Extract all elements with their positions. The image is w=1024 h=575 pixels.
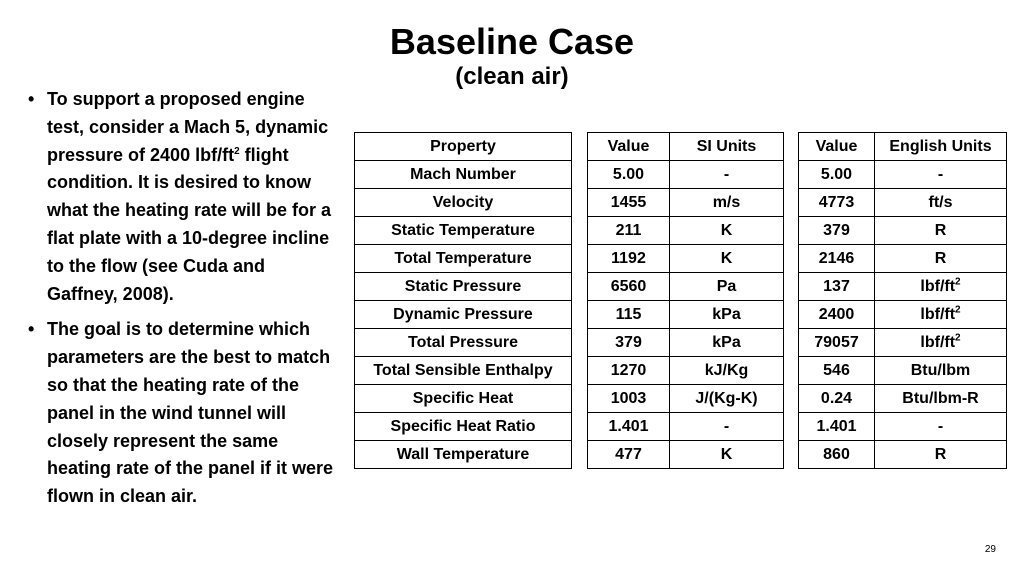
value-cell: 5.00 (799, 161, 875, 189)
unit-cell (670, 441, 784, 469)
table-row (799, 245, 1007, 273)
unit-text: - (937, 417, 944, 435)
value-cell: 1270 (588, 357, 670, 385)
table-header-row (588, 133, 784, 161)
table-row (799, 301, 1007, 329)
value-cell: 0.24 (799, 385, 875, 413)
property-cell: Specific Heat (355, 385, 572, 413)
value-cell: 1003 (588, 385, 670, 413)
value-cell: 1.401 (799, 413, 875, 441)
unit-text: K (720, 445, 733, 463)
slide-title: Baseline Case (389, 21, 635, 62)
unit-text: R (934, 445, 947, 463)
unit-cell (670, 413, 784, 441)
page-number: 29 (984, 544, 996, 555)
table-row (799, 357, 1007, 385)
table-row (799, 161, 1007, 189)
table-row (355, 357, 572, 385)
superscript: 2 (234, 145, 240, 157)
value-cell: 2400 (799, 301, 875, 329)
unit-cell (670, 357, 784, 385)
column-header: Value (588, 133, 670, 161)
value-cell: 115 (588, 301, 670, 329)
unit-text: lbf/ft (920, 277, 956, 295)
table-row (355, 217, 572, 245)
unit-cell (875, 385, 1007, 413)
table-row (355, 441, 572, 469)
unit-text: R (934, 221, 947, 239)
table-row (588, 189, 784, 217)
table-row (588, 385, 784, 413)
property-table (354, 132, 572, 469)
unit-cell (875, 273, 1007, 301)
value-cell: 211 (588, 217, 670, 245)
unit-text: m/s (712, 193, 741, 211)
table-row (355, 189, 572, 217)
slide-subtitle: (clean air) (455, 63, 569, 90)
table-row (355, 301, 572, 329)
superscript: 2 (955, 276, 961, 288)
superscript: 2 (955, 332, 961, 344)
column-header: Property (355, 133, 572, 161)
bullet-item (28, 316, 338, 511)
bullet-item (28, 86, 338, 308)
table-row (799, 329, 1007, 357)
si-units-table (587, 132, 784, 469)
unit-cell (670, 385, 784, 413)
property-cell: Total Pressure (355, 329, 572, 357)
table-row (588, 217, 784, 245)
property-cell: Wall Temperature (355, 441, 572, 469)
value-cell: 2146 (799, 245, 875, 273)
unit-text: K (720, 249, 733, 267)
value-cell: 79057 (799, 329, 875, 357)
unit-text: kPa (712, 305, 741, 323)
unit-text: - (723, 417, 730, 435)
property-cell: Specific Heat Ratio (355, 413, 572, 441)
table-row (588, 301, 784, 329)
table-row (799, 217, 1007, 245)
value-cell: 860 (799, 441, 875, 469)
bullet-marker: • (28, 319, 35, 340)
property-cell: Total Sensible Enthalpy (355, 357, 572, 385)
table-row (799, 273, 1007, 301)
unit-text: ft/s (928, 193, 953, 211)
property-cell: Mach Number (355, 161, 572, 189)
table-row (588, 441, 784, 469)
unit-text: K (720, 221, 733, 239)
bullet-text: The goal is to determine which parameters are the best to match so that the heating rate of the panel in the wind tunnel will closely represent the same heating rate of the panel if it were flown in clean air. (47, 319, 334, 507)
table-row (355, 329, 572, 357)
column-header: Value (799, 133, 875, 161)
value-cell: 1.401 (588, 413, 670, 441)
property-cell: Velocity (355, 189, 572, 217)
table-row (355, 413, 572, 441)
value-cell: 1455 (588, 189, 670, 217)
unit-cell (670, 189, 784, 217)
superscript: 2 (955, 304, 961, 316)
value-cell: 1192 (588, 245, 670, 273)
column-header: English Units (875, 133, 1007, 161)
table-row (355, 245, 572, 273)
unit-cell (670, 161, 784, 189)
value-cell: 379 (588, 329, 670, 357)
bullet-text: To support a proposed engine test, consider a Mach 5, dynamic pressure of 2400 lbf/$ft^2$ flight condition. It is desired to know what the heating rate will be for a flat plate with a 10-degree incline to the flow (see Cuda and Gaffney, 2008). (47, 89, 332, 304)
unit-cell (875, 245, 1007, 273)
table-row (588, 329, 784, 357)
unit-text: Pa (716, 277, 737, 295)
unit-cell (875, 413, 1007, 441)
table-row (588, 413, 784, 441)
value-cell: 4773 (799, 189, 875, 217)
table-row (588, 357, 784, 385)
unit-text: J/(Kg-K) (695, 389, 758, 407)
value-cell: 477 (588, 441, 670, 469)
table-header-row (799, 133, 1007, 161)
table-row (799, 441, 1007, 469)
unit-text: kJ/Kg (704, 361, 749, 379)
unit-cell (670, 245, 784, 273)
property-cell: Static Temperature (355, 217, 572, 245)
column-header: SI Units (670, 133, 784, 161)
table-row (799, 413, 1007, 441)
table-row (588, 273, 784, 301)
table-header-row (355, 133, 572, 161)
unit-cell (875, 217, 1007, 245)
value-cell: 546 (799, 357, 875, 385)
unit-cell (670, 273, 784, 301)
property-cell: Static Pressure (355, 273, 572, 301)
unit-cell (875, 441, 1007, 469)
unit-cell (875, 301, 1007, 329)
bullet-marker: • (28, 89, 35, 109)
unit-text: - (937, 165, 944, 183)
bullet-list (28, 86, 338, 519)
table-row (588, 161, 784, 189)
unit-cell (875, 357, 1007, 385)
table-row (355, 161, 572, 189)
unit-cell (670, 301, 784, 329)
unit-cell (875, 329, 1007, 357)
unit-cell (670, 329, 784, 357)
table-row (355, 385, 572, 413)
table-row (799, 189, 1007, 217)
unit-text: R (934, 249, 947, 267)
table-row (799, 385, 1007, 413)
property-cell: Total Temperature (355, 245, 572, 273)
unit-text: lbf/ft (920, 305, 956, 323)
value-cell: 137 (799, 273, 875, 301)
value-cell: 6560 (588, 273, 670, 301)
english-units-table (798, 132, 1007, 469)
unit-cell (875, 189, 1007, 217)
unit-text: - (723, 165, 730, 183)
unit-text: lbf/ft (920, 333, 956, 351)
property-cell: Dynamic Pressure (355, 301, 572, 329)
unit-cell (670, 217, 784, 245)
value-cell: 5.00 (588, 161, 670, 189)
unit-text: Btu/lbm-R (902, 389, 979, 407)
unit-text: kPa (712, 333, 741, 351)
table-row (355, 273, 572, 301)
unit-cell (875, 161, 1007, 189)
table-row (588, 245, 784, 273)
value-cell: 379 (799, 217, 875, 245)
unit-text: Btu/lbm (910, 361, 971, 379)
